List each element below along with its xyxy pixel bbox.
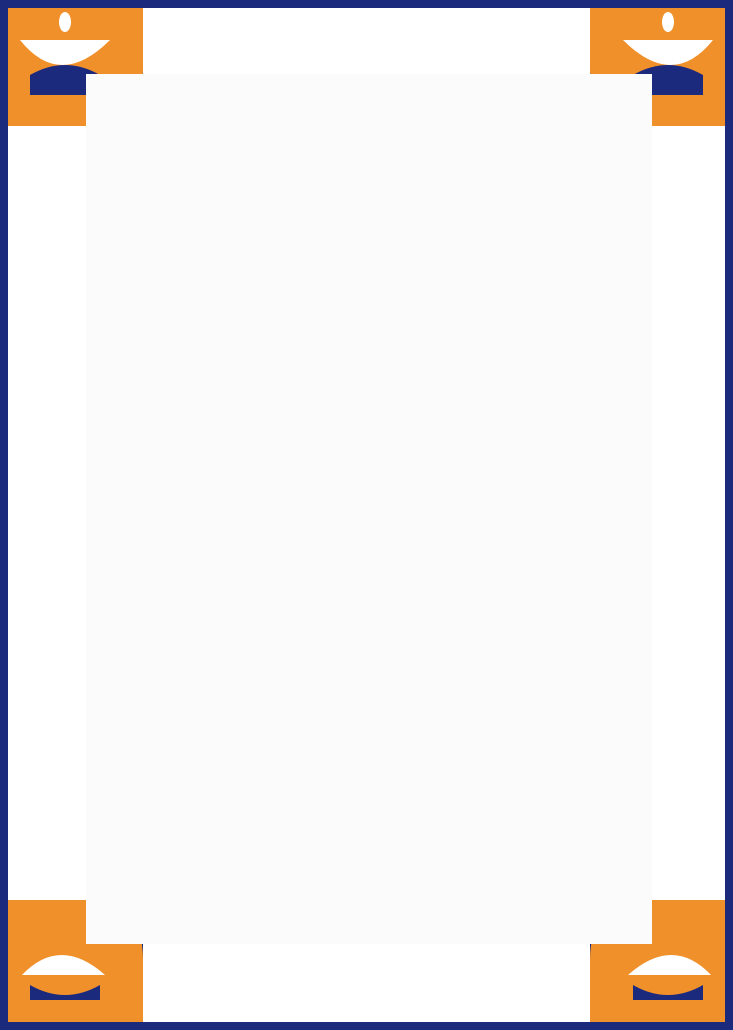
itinerary-content	[107, 80, 647, 121]
page-title	[107, 80, 647, 99]
content-panel	[86, 74, 652, 944]
program-heading	[107, 99, 647, 121]
